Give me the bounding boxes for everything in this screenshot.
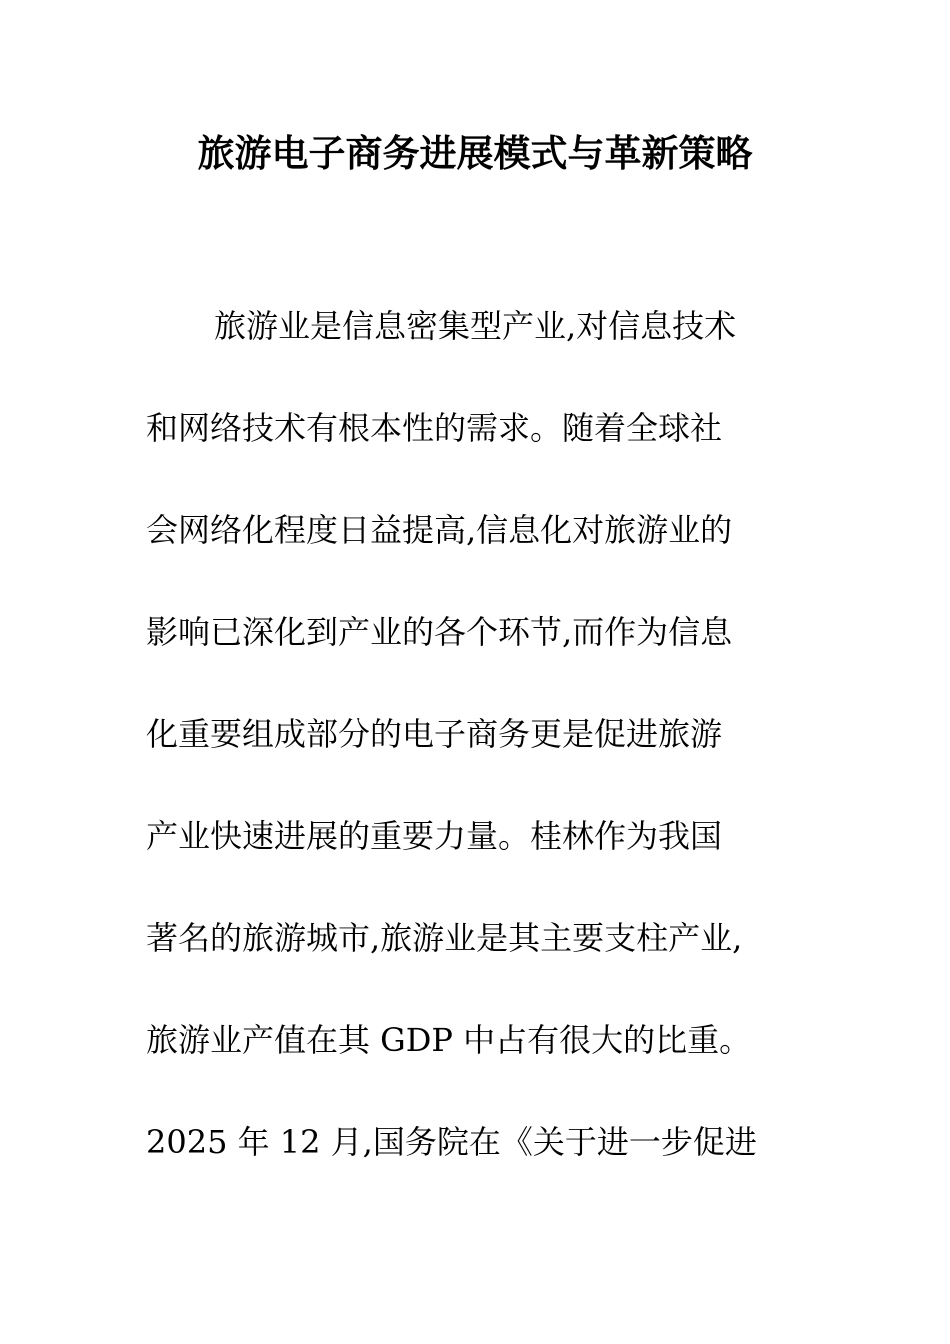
paragraph-line: 旅游业产值在其 GDP 中占有很大的比重。 [146,1021,752,1059]
paragraph-line: 和网络技术有根本性的需求。随着全球社 [146,409,723,447]
document-title: 旅游电子商务进展模式与革新策略 [197,132,753,175]
paragraph-line: 旅游业是信息密集型产业,对信息技术 [214,307,737,345]
paragraph-line: 化重要组成部分的电子商务更是促进旅游 [146,715,723,753]
paragraph-line: 会网络化程度日益提高,信息化对旅游业的 [146,511,733,549]
body-paragraph [146,298,826,1216]
paragraph-line: 著名的旅游城市,旅游业是其主要支柱产业, [146,919,743,957]
paragraph-line: 影响已深化到产业的各个环节,而作为信息 [146,613,733,651]
paragraph-line: 产业快速进展的重要力量。桂林作为我国 [146,817,723,855]
paragraph-line: 2025 年 12 月,国务院在《关于进一步促进 [146,1123,757,1161]
